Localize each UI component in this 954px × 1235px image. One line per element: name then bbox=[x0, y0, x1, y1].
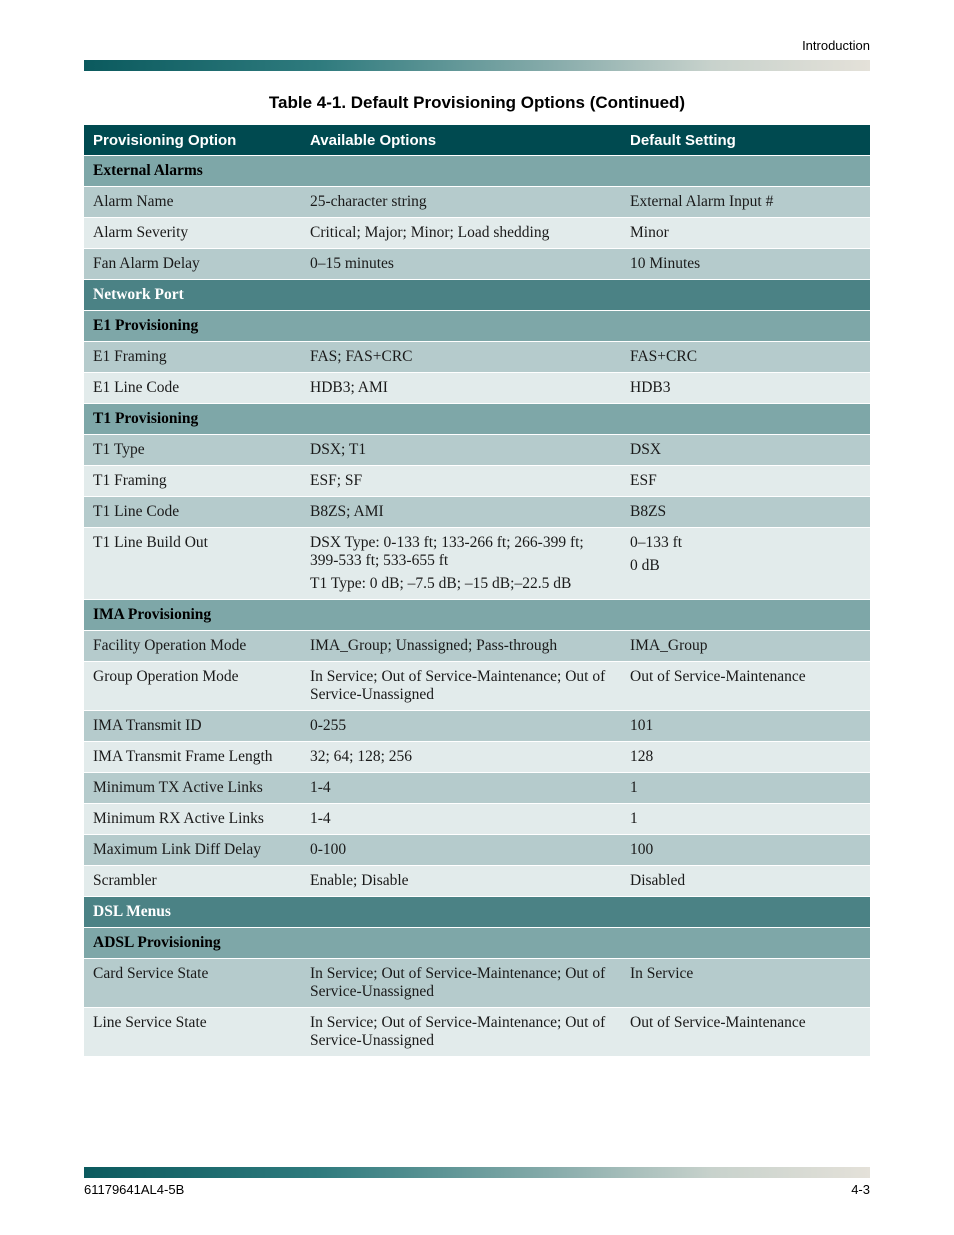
default-setting-cell bbox=[621, 959, 870, 1008]
default-setting-cell bbox=[621, 187, 870, 218]
cell-text: Facility Operation Mode bbox=[93, 637, 247, 654]
subsection-row bbox=[84, 928, 870, 959]
default-setting-cell bbox=[621, 711, 870, 742]
cell-text: Group Operation Mode bbox=[93, 668, 239, 685]
table-row bbox=[84, 711, 870, 742]
cell-text: 1 bbox=[630, 779, 638, 796]
cell-text: T1 Line Build Out bbox=[93, 534, 208, 551]
available-options-cell bbox=[301, 249, 621, 280]
cell-text: Fan Alarm Delay bbox=[93, 255, 200, 272]
subsection-heading: IMA Provisioning bbox=[84, 600, 870, 631]
cell-text: Disabled bbox=[630, 872, 686, 889]
section-row bbox=[84, 897, 870, 928]
available-options-cell bbox=[301, 435, 621, 466]
table-row bbox=[84, 187, 870, 218]
default-setting-cell bbox=[621, 528, 870, 600]
cell-text-continued: 0 dB bbox=[630, 557, 660, 574]
available-options-cell bbox=[301, 631, 621, 662]
default-setting-cell bbox=[621, 466, 870, 497]
cell-text: 101 bbox=[630, 717, 654, 734]
available-options-cell bbox=[301, 218, 621, 249]
available-options-cell bbox=[301, 742, 621, 773]
available-options-cell bbox=[301, 373, 621, 404]
option-cell bbox=[84, 218, 301, 249]
option-cell bbox=[84, 835, 301, 866]
cell-text: FAS; FAS+CRC bbox=[310, 348, 413, 365]
cell-text: In Service; Out of Service-Maintenance; Out of Service-Unassigned bbox=[310, 668, 606, 703]
cell-text: 100 bbox=[630, 841, 654, 858]
available-options-cell bbox=[301, 804, 621, 835]
table-row bbox=[84, 466, 870, 497]
cell-text: HDB3; AMI bbox=[310, 379, 388, 396]
default-setting-cell bbox=[621, 742, 870, 773]
available-options-cell bbox=[301, 528, 621, 600]
cell-text: T1 Type bbox=[93, 441, 145, 458]
default-setting-cell bbox=[621, 373, 870, 404]
option-cell bbox=[84, 773, 301, 804]
section-heading: Network Port bbox=[84, 280, 870, 311]
cell-text: ESF; SF bbox=[310, 472, 363, 489]
cell-text: T1 Framing bbox=[93, 472, 167, 489]
table-row bbox=[84, 528, 870, 600]
cell-text: 0-255 bbox=[310, 717, 347, 734]
cell-text: B8ZS bbox=[630, 503, 667, 520]
cell-text: DSX bbox=[630, 441, 662, 458]
option-cell bbox=[84, 711, 301, 742]
cell-text: 1-4 bbox=[310, 810, 331, 827]
footer-rule bbox=[84, 1167, 870, 1178]
default-setting-cell bbox=[621, 662, 870, 711]
default-setting-cell bbox=[621, 804, 870, 835]
table-row bbox=[84, 497, 870, 528]
option-cell bbox=[84, 804, 301, 835]
available-options-cell bbox=[301, 1008, 621, 1057]
cell-text: IMA Transmit ID bbox=[93, 717, 202, 734]
cell-text: E1 Framing bbox=[93, 348, 167, 365]
cell-text: In Service bbox=[630, 965, 694, 982]
cell-text: Critical; Major; Minor; Load shedding bbox=[310, 224, 550, 241]
subsection-row bbox=[84, 600, 870, 631]
option-cell bbox=[84, 1008, 301, 1057]
subsection-row bbox=[84, 311, 870, 342]
option-cell bbox=[84, 662, 301, 711]
available-options-cell bbox=[301, 711, 621, 742]
page-number: 4-3 bbox=[851, 1182, 870, 1197]
subsection-row bbox=[84, 404, 870, 435]
cell-text: Alarm Name bbox=[93, 193, 174, 210]
cell-text: Enable; Disable bbox=[310, 872, 409, 889]
option-cell bbox=[84, 742, 301, 773]
subsection-heading: External Alarms bbox=[84, 156, 870, 187]
table-row bbox=[84, 1008, 870, 1057]
cell-text: Minor bbox=[630, 224, 669, 241]
cell-text: IMA Transmit Frame Length bbox=[93, 748, 273, 765]
cell-text: FAS+CRC bbox=[630, 348, 698, 365]
default-setting-cell bbox=[621, 773, 870, 804]
cell-text: 0–133 ft bbox=[630, 534, 683, 551]
document-number: 61179641AL4-5B bbox=[84, 1182, 185, 1197]
table-row bbox=[84, 435, 870, 466]
available-options-cell bbox=[301, 662, 621, 711]
cell-text: E1 Line Code bbox=[93, 379, 180, 396]
cell-text: IMA_Group bbox=[630, 637, 708, 654]
column-header: Available Options bbox=[301, 125, 621, 156]
option-cell bbox=[84, 528, 301, 600]
table-row bbox=[84, 249, 870, 280]
cell-text: 25-character string bbox=[310, 193, 427, 210]
cell-text: Scrambler bbox=[93, 872, 157, 889]
default-setting-cell bbox=[621, 435, 870, 466]
table-row bbox=[84, 866, 870, 897]
default-setting-cell bbox=[621, 218, 870, 249]
subsection-heading: ADSL Provisioning bbox=[84, 928, 870, 959]
cell-text: 0-100 bbox=[310, 841, 347, 858]
option-cell bbox=[84, 187, 301, 218]
default-setting-cell bbox=[621, 497, 870, 528]
default-setting-cell bbox=[621, 631, 870, 662]
table-row bbox=[84, 662, 870, 711]
table-row bbox=[84, 631, 870, 662]
table-row bbox=[84, 959, 870, 1008]
cell-text: Line Service State bbox=[93, 1014, 207, 1031]
available-options-cell bbox=[301, 773, 621, 804]
table-row bbox=[84, 804, 870, 835]
option-cell bbox=[84, 373, 301, 404]
available-options-cell bbox=[301, 959, 621, 1008]
cell-text: 1-4 bbox=[310, 779, 331, 796]
cell-text: 0–15 minutes bbox=[310, 255, 394, 272]
table-row bbox=[84, 218, 870, 249]
header-rule bbox=[84, 60, 870, 71]
cell-text: DSX; T1 bbox=[310, 441, 367, 458]
cell-text: 10 Minutes bbox=[630, 255, 701, 272]
cell-text: IMA_Group; Unassigned; Pass-through bbox=[310, 637, 558, 654]
table-row bbox=[84, 742, 870, 773]
available-options-cell bbox=[301, 187, 621, 218]
option-cell bbox=[84, 866, 301, 897]
table-header-row bbox=[84, 125, 870, 156]
cell-text: Alarm Severity bbox=[93, 224, 189, 241]
table-row bbox=[84, 342, 870, 373]
cell-text: Card Service State bbox=[93, 965, 209, 982]
cell-text: In Service; Out of Service-Maintenance; Out of Service-Unassigned bbox=[310, 1014, 606, 1049]
cell-text: DSX Type: 0-133 ft; 133-266 ft; 266-399 ft; 399-533 ft; 533-655 ft bbox=[310, 534, 584, 569]
cell-text: ESF bbox=[630, 472, 657, 489]
section-heading: DSL Menus bbox=[84, 897, 870, 928]
cell-text-continued: T1 Type: 0 dB; –7.5 dB; –15 dB;–22.5 dB bbox=[310, 575, 572, 592]
option-cell bbox=[84, 342, 301, 373]
available-options-cell bbox=[301, 497, 621, 528]
available-options-cell bbox=[301, 866, 621, 897]
available-options-cell bbox=[301, 466, 621, 497]
cell-text: Out of Service-Maintenance bbox=[630, 1014, 806, 1031]
cell-text: Minimum TX Active Links bbox=[93, 779, 263, 796]
table-row bbox=[84, 773, 870, 804]
table-title: Table 4-1. Default Provisioning Options (Continued) bbox=[268, 93, 686, 112]
section-row bbox=[84, 280, 870, 311]
cell-text: Maximum Link Diff Delay bbox=[93, 841, 262, 858]
cell-text: Minimum RX Active Links bbox=[93, 810, 264, 827]
cell-text: HDB3 bbox=[630, 379, 671, 396]
option-cell bbox=[84, 249, 301, 280]
subsection-heading: T1 Provisioning bbox=[84, 404, 870, 435]
subsection-heading: E1 Provisioning bbox=[84, 311, 870, 342]
cell-text: In Service; Out of Service-Maintenance; Out of Service-Unassigned bbox=[310, 965, 606, 1000]
cell-text: Out of Service-Maintenance bbox=[630, 668, 806, 685]
option-cell bbox=[84, 497, 301, 528]
cell-text: 128 bbox=[630, 748, 654, 765]
column-header: Default Setting bbox=[621, 125, 870, 156]
cell-text: 1 bbox=[630, 810, 638, 827]
default-setting-cell bbox=[621, 835, 870, 866]
cell-text: T1 Line Code bbox=[93, 503, 180, 520]
default-setting-cell bbox=[621, 866, 870, 897]
subsection-row bbox=[84, 156, 870, 187]
option-cell bbox=[84, 631, 301, 662]
option-cell bbox=[84, 959, 301, 1008]
table-row bbox=[84, 835, 870, 866]
option-cell bbox=[84, 435, 301, 466]
running-header: Introduction bbox=[802, 38, 870, 53]
default-setting-cell bbox=[621, 1008, 870, 1057]
table-row bbox=[84, 373, 870, 404]
cell-text: External Alarm Input # bbox=[630, 193, 774, 210]
default-setting-cell bbox=[621, 342, 870, 373]
provisioning-table bbox=[84, 125, 870, 1057]
available-options-cell bbox=[301, 835, 621, 866]
cell-text: B8ZS; AMI bbox=[310, 503, 384, 520]
available-options-cell bbox=[301, 342, 621, 373]
column-header: Provisioning Option bbox=[84, 125, 301, 156]
default-setting-cell bbox=[621, 249, 870, 280]
cell-text: 32; 64; 128; 256 bbox=[310, 748, 413, 765]
option-cell bbox=[84, 466, 301, 497]
